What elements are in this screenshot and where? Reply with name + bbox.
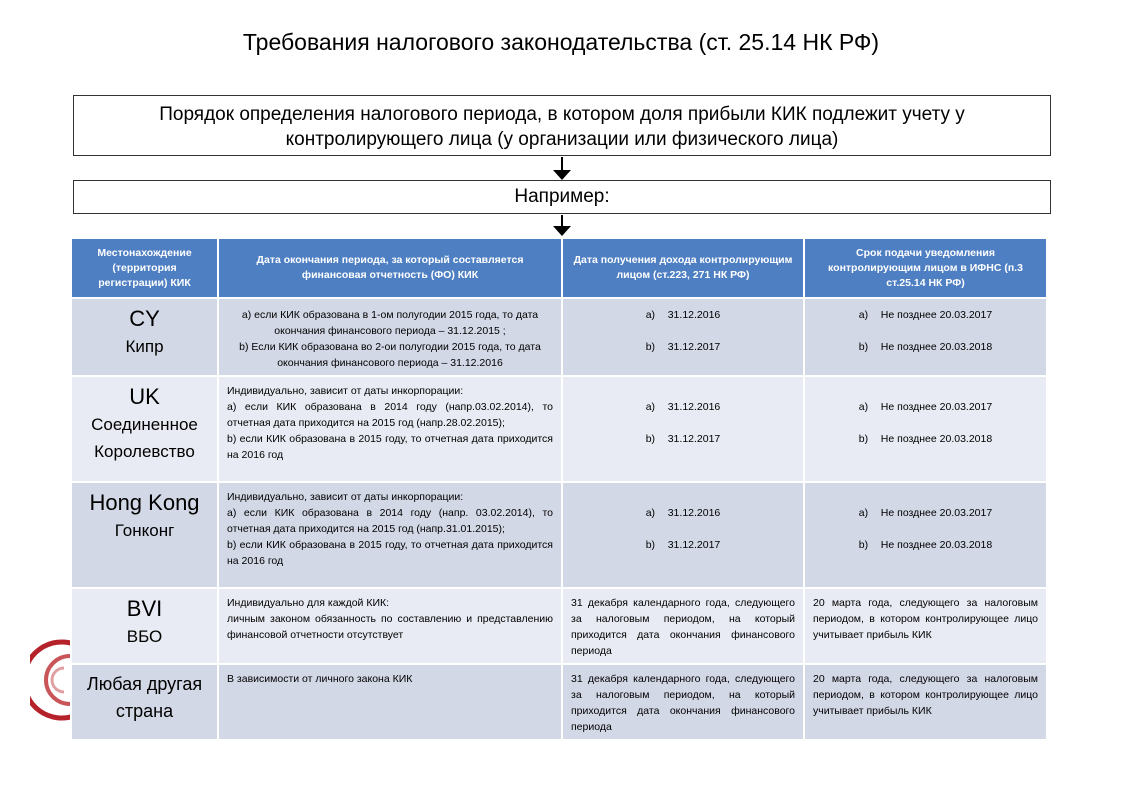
- period-line: Индивидуально, зависит от даты инкорпорации:: [227, 491, 464, 503]
- list-marker: b): [645, 341, 656, 353]
- income-date: 31.12.2016: [667, 507, 721, 519]
- period-line: b) если КИК образована в 2015 году, то отчетная дата приходится на 2016 год: [227, 539, 553, 567]
- period-line: Индивидуально для каждой КИК:: [227, 597, 390, 609]
- header-location: Местонахождение (территория регистрации) КИК: [71, 238, 218, 298]
- deadline-cell: [804, 298, 1047, 376]
- header-income-date: Дата получения дохода контролирующим лицом (ст.223, 271 НК РФ): [562, 238, 804, 298]
- deadline-cell: [804, 376, 1047, 482]
- country-code: UK: [129, 384, 160, 409]
- deadline-date: Не позднее 20.03.2018: [880, 433, 993, 445]
- country-name: ВБО: [126, 627, 163, 646]
- procedure-line-1: Порядок определения налогового периода, в котором доля прибыли КИК подлежит учету у: [159, 104, 965, 125]
- deadline-date: Не позднее 20.03.2017: [880, 507, 993, 519]
- period-line: a) если КИК образована в 2014 году (напр. 03.02.2014), то отчетная дата приходится на 2015 год (напр.31.01.2015);: [227, 507, 553, 535]
- income-cell: 31 декабря календарного года, следующего за налоговым периодом, на который приходится дата окончания финансового периода: [562, 664, 804, 740]
- list-marker: b): [858, 341, 869, 353]
- table-row: [71, 298, 1047, 376]
- cfc-table: [70, 237, 1048, 741]
- list-marker: b): [645, 539, 656, 551]
- country-cell: [71, 376, 218, 482]
- arrow-down-icon: [553, 226, 571, 236]
- deadline-date: Не позднее 20.03.2017: [880, 309, 993, 321]
- list-marker: a): [645, 309, 656, 321]
- period-line: b) если КИК образована в 2015 году, то отчетная дата приходится на 2016 год: [227, 433, 553, 461]
- table-row: [71, 664, 1047, 740]
- period-line: В зависимости от личного закона КИК: [227, 673, 413, 685]
- deadline-cell: 20 марта года, следующего за налоговым периодом, в котором контролирующее лицо учитывает прибыль КИК: [804, 664, 1047, 740]
- period-line: личным законом обязанность по составлению и представлению финансовой отчетности отсутствует: [227, 613, 553, 641]
- country-code: Hong Kong: [89, 490, 200, 515]
- income-cell: [562, 298, 804, 376]
- period-cell: [218, 298, 562, 376]
- income-cell: [562, 482, 804, 588]
- list-marker: a): [858, 401, 869, 413]
- period-line: a) если КИК образована в 1-ом полугодии 2015 года, то дата окончания финансового периода – 31.12.2015 ;: [241, 309, 539, 337]
- table-row: [71, 588, 1047, 664]
- country-code: CY: [129, 306, 160, 331]
- period-cell: [218, 664, 562, 740]
- country-cell: [71, 588, 218, 664]
- income-date: 31.12.2017: [667, 341, 721, 353]
- income-date: 31.12.2017: [667, 539, 721, 551]
- deadline-cell: 20 марта года, следующего за налоговым периодом, в котором контролирующее лицо учитывает прибыль КИК: [804, 588, 1047, 664]
- period-line: Индивидуально, зависит от даты инкорпорации:: [227, 385, 464, 397]
- income-date: 31.12.2016: [667, 309, 721, 321]
- deadline-date: Не позднее 20.03.2018: [880, 539, 993, 551]
- list-marker: a): [858, 507, 869, 519]
- arrow-connector-1: [561, 157, 563, 170]
- table-row: [71, 482, 1047, 588]
- country-name: Соединенное Королевство: [91, 415, 198, 461]
- country-name: страна: [115, 701, 174, 721]
- period-cell: [218, 482, 562, 588]
- list-marker: b): [645, 433, 656, 445]
- country-code: Любая другая: [86, 674, 203, 694]
- procedure-line-2: контролирующего лица (у организации или физического лица): [285, 129, 839, 150]
- income-date: 31.12.2016: [667, 401, 721, 413]
- deadline-date: Не позднее 20.03.2017: [880, 401, 993, 413]
- table-row: [71, 376, 1047, 482]
- page-title: Требования налогового законодательства (ст. 25.14 НК РФ): [242, 29, 880, 55]
- deadline-cell: [804, 482, 1047, 588]
- period-cell: [218, 376, 562, 482]
- list-marker: b): [858, 539, 869, 551]
- arrow-down-icon: [553, 170, 571, 180]
- list-marker: a): [645, 401, 656, 413]
- procedure-box: [73, 95, 1051, 156]
- country-cell: [71, 482, 218, 588]
- table-header-row: [71, 238, 1047, 298]
- period-cell: [218, 588, 562, 664]
- period-line: b) Если КИК образована во 2-ои полугодии 2015 года, то дата окончания финансового периода – 31.12.2016: [239, 341, 541, 369]
- header-notice-deadline: Срок подачи уведомления контролирующим лицом в ИФНС (п.3 ст.25.14 НК РФ): [804, 238, 1047, 298]
- income-cell: [562, 376, 804, 482]
- list-marker: b): [858, 433, 869, 445]
- list-marker: a): [858, 309, 869, 321]
- list-marker: a): [645, 507, 656, 519]
- period-line: a) если КИК образована в 2014 году (напр.03.02.2014), то отчетная дата приходится на 2015 год (напр.28.02.2015);: [227, 401, 553, 429]
- country-cell: [71, 298, 218, 376]
- example-box: Например:: [73, 180, 1051, 214]
- country-name: Кипр: [125, 337, 164, 356]
- country-name: Гонконг: [114, 521, 175, 540]
- income-cell: 31 декабря календарного года, следующего за налоговым периодом, на который приходится дата окончания финансового периода: [562, 588, 804, 664]
- deadline-date: Не позднее 20.03.2018: [880, 341, 993, 353]
- country-cell: [71, 664, 218, 740]
- country-code: BVI: [126, 596, 163, 621]
- income-date: 31.12.2017: [667, 433, 721, 445]
- header-period-end: Дата окончания периода, за который составляется финансовая отчетность (ФО) КИК: [218, 238, 562, 298]
